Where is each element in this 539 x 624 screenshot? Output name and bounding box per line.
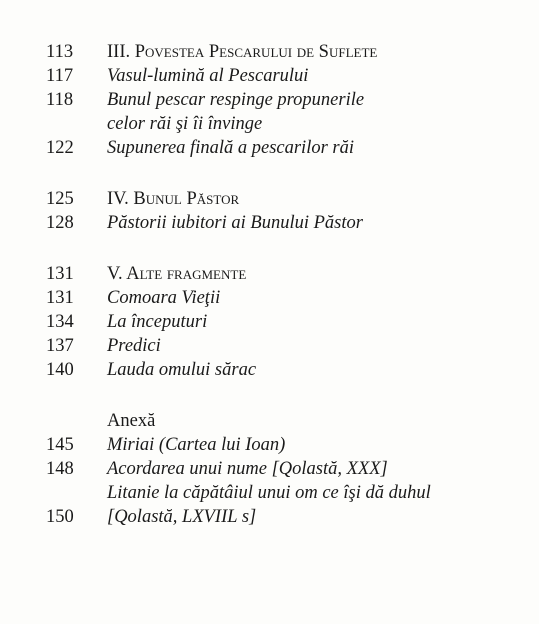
toc-entry-continuation bbox=[0, 481, 539, 505]
page-number: 148 bbox=[46, 459, 74, 479]
entry-title: Vasul-lumină al Pescarului bbox=[107, 66, 309, 86]
section-heading: IV. Bunul Păstor bbox=[107, 189, 240, 209]
page-number: 113 bbox=[46, 42, 74, 62]
section-gap bbox=[0, 235, 539, 262]
entry-title: La începuturi bbox=[107, 312, 208, 332]
page-number: 145 bbox=[46, 435, 74, 455]
toc-entry bbox=[0, 88, 539, 112]
page-number: 134 bbox=[46, 312, 74, 332]
entry-title: Predici bbox=[107, 336, 161, 356]
section-heading: V. Alte fragmente bbox=[107, 264, 247, 284]
entry-title: Păstorii iubitori ai Bunului Păstor bbox=[107, 213, 363, 233]
entry-title: [Qolastă, LXVIIL s] bbox=[107, 507, 257, 527]
entry-title: Miriai (Cartea lui Ioan) bbox=[107, 435, 286, 455]
toc-entry bbox=[0, 334, 539, 358]
entry-title: Bunul pescar respinge propunerile bbox=[107, 90, 365, 110]
toc-entry bbox=[0, 358, 539, 382]
entry-title: Comoara Vieţii bbox=[107, 288, 221, 308]
section-heading: III. Povestea Pescarului de Suflete bbox=[107, 42, 378, 62]
page-number: 131 bbox=[46, 264, 74, 284]
entry-title: celor răi şi îi învinge bbox=[107, 114, 263, 134]
page-number: 125 bbox=[46, 189, 74, 209]
toc-entry bbox=[0, 409, 539, 433]
toc-entry bbox=[0, 457, 539, 481]
toc-entry bbox=[0, 505, 539, 529]
toc-entry bbox=[0, 64, 539, 88]
page-number: 118 bbox=[46, 90, 74, 110]
page-number: 150 bbox=[46, 507, 74, 527]
page-number: 122 bbox=[46, 138, 74, 158]
entry-title: Lauda omului sărac bbox=[107, 360, 257, 380]
toc-entry bbox=[0, 286, 539, 310]
entry-title: Acordarea unui nume [Qolastă, XXX] bbox=[107, 459, 388, 479]
toc-entry bbox=[0, 40, 539, 64]
page-number: 140 bbox=[46, 360, 74, 380]
toc-entry bbox=[0, 211, 539, 235]
entry-title: Supunerea finală a pescarilor răi bbox=[107, 138, 354, 158]
toc-entry bbox=[0, 262, 539, 286]
entry-title: Litanie la căpătâiul unui om ce îşi dă duhul bbox=[107, 483, 431, 503]
section-gap bbox=[0, 382, 539, 409]
toc-entry bbox=[0, 310, 539, 334]
toc-entry bbox=[0, 187, 539, 211]
page-number: 131 bbox=[46, 288, 74, 308]
toc-entry bbox=[0, 136, 539, 160]
annex-heading: Anexă bbox=[107, 411, 156, 431]
page-number: 128 bbox=[46, 213, 74, 233]
page-number: 117 bbox=[46, 66, 74, 86]
section-gap bbox=[0, 160, 539, 187]
table-of-contents bbox=[0, 40, 539, 529]
toc-entry bbox=[0, 433, 539, 457]
toc-entry-continuation bbox=[0, 112, 539, 136]
page-number: 137 bbox=[46, 336, 74, 356]
